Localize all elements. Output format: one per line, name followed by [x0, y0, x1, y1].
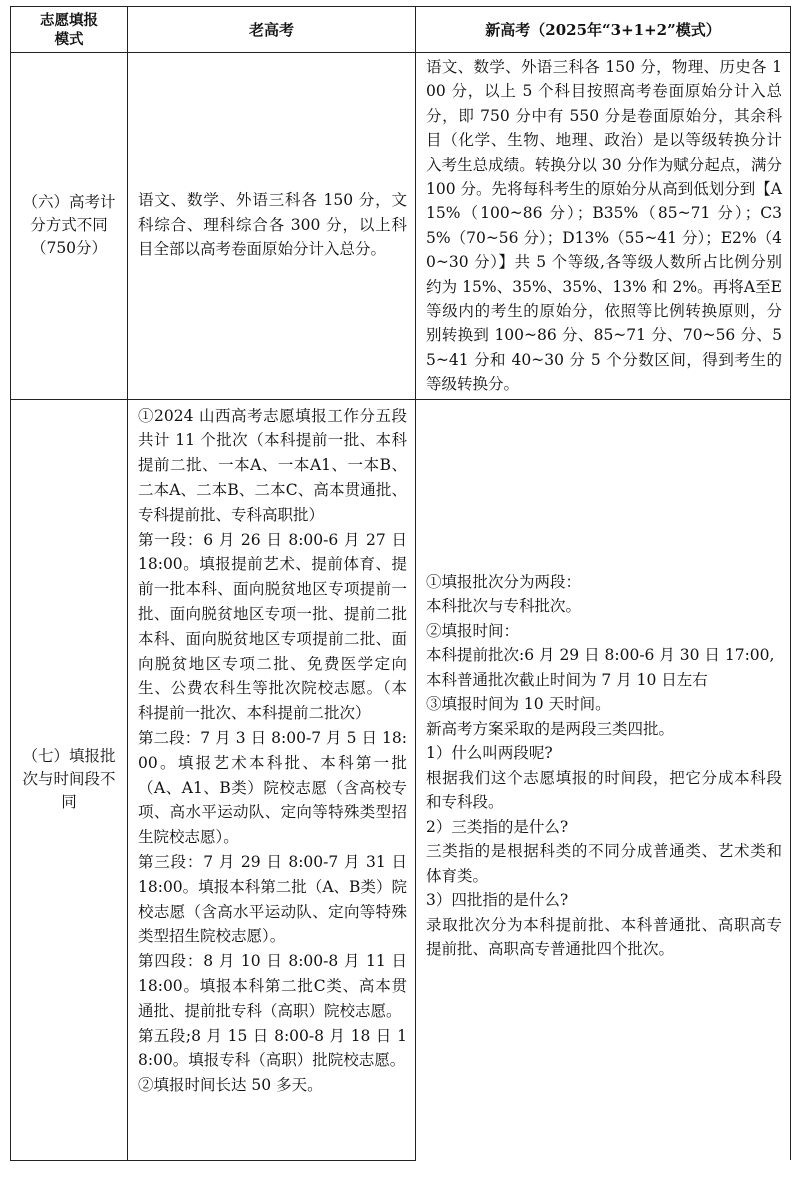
old-stage-2: 第二段：7 月 3 日 8:00-7 月 5 日 18:00。填报艺术本科批、本科第一批（A、A1、B类）院校志愿（含高校专项、高水平运动队、定向等特殊类型招生院校志愿）。: [138, 729, 407, 847]
new-line: 2）三类指的是什么?: [426, 817, 569, 836]
old-stage-5: 第五段;8 月 15 日 8:00-8 月 18 日 18:00。填报专科（高职）批院校志愿。: [138, 1026, 407, 1070]
table-row-batches: [11, 399, 791, 1160]
row-label: （六）高考计分方式不同（750分）: [22, 193, 116, 258]
row-label: （七）填报批次与时间段不同: [22, 747, 116, 812]
comparison-table: [10, 6, 791, 1161]
header-mode: [11, 7, 128, 53]
row-label-cell: [11, 53, 128, 400]
old-gaokao-cell: [128, 399, 416, 1160]
header-new-gaokao: 新高考（2025年“3+1+2”模式）: [416, 7, 791, 53]
new-line: 录取批次分为本科提前批、本科普通批、高职高专提前批、高职高专普通批四个批次。: [426, 915, 782, 959]
old-gaokao-cell: [128, 53, 416, 400]
new-line: ③填报时间为 10 天时间。: [426, 695, 611, 714]
new-line: 三类指的是根据科类的不同分成普通类、艺术类和体育类。: [426, 842, 782, 885]
old-scoring-text: 语文、数学、外语三科各 150 分，文科综合、理科综合各 300 分，以上科目全部以高考卷面原始分计入总分。: [138, 190, 407, 259]
new-gaokao-cell: [416, 399, 791, 1160]
new-line: ②填报时间：: [426, 621, 520, 640]
old-stage-1: 第一段：6 月 26 日 8:00-6 月 27 日 18:00。填报提前艺术、提前体育、提前一批本科、面向脱贫地区专项提前一批、面向脱贫地区专项一批、提前二批本科、面向脱贫地区专项提前二批、面向脱贫地区专项二批、免费医学定向生、公费农科生等批次院校志愿。（本科提前一批次、本科提前二批次）: [138, 530, 407, 723]
new-scoring-text: 语文、数学、外语三科各 150 分，物理、历史各 100 分，以上 5 个科目按照高考卷面原始分计入总分，即 750 分中有 550 分是卷面原始分，其余科目（化学、生物、地理、政治）是以等级转换分计入考生总成绩。转换分以 30 分作为赋分起点，满分 100 分。先将每科考生的原始分从高到低划分到【A15%（100~86 分）；B35%（85~71 分）；C35%（70~56 分）；D13%（55~41 分）；E2%（40~30 分）】共 5 个等级,各等级人数所占比例分别约为 15%、35%、35%、13% 和 2%。再将A至E等级内的考生的原始分，依照等比例转换原则，分别转换到 100~86 分、85~71 分、70~56 分、55~41 分和 40~30 分 5 个分数区间，得到考生的等级转换分。: [426, 58, 782, 394]
header-row: [11, 7, 791, 53]
new-line: 新高考方案采取的是两段三类四批。: [426, 719, 675, 738]
new-line: 本科批次与专科批次。: [426, 597, 582, 616]
new-line: ①填报批次分为两段：: [426, 572, 582, 591]
old-batch-overview: ①2024 山西高考志愿填报工作分五段共计 11 个批次（本科提前一批、本科提前二批、一本A、一本A1、一本B、二本A、二本B、二本C、高本贯通批、专科提前批、专科高职批）: [138, 406, 407, 524]
new-gaokao-cell: [416, 53, 791, 400]
header-mode-label: 志愿填报模式: [40, 11, 98, 48]
new-line: 根据我们这个志愿填报的时间段，把它分成本科段和专科段。: [426, 768, 782, 812]
table-row-scoring: [11, 53, 791, 400]
old-stage-4: 第四段：8 月 10 日 8:00-8 月 11 日 18:00。填报本科第二批C类、高本贯通批、提前批专科（高职）院校志愿。: [138, 952, 407, 1020]
row-label-cell: [11, 399, 128, 1160]
old-stage-3: 第三段：7 月 29 日 8:00-7 月 31 日 18:00。填报本科第二批（A、B类）院校志愿（含高水平运动队、定向等特殊类型招生院校志愿）。: [138, 853, 407, 946]
new-line: 3）四批指的是什么?: [426, 891, 569, 910]
old-duration-note: ②填报时间长达 50 多天。: [138, 1076, 323, 1095]
header-old-gaokao: 老高考: [128, 7, 416, 53]
new-line: 1）什么叫两段呢?: [426, 744, 553, 763]
new-line: 本科提前批次:6 月 29 日 8:00-6 月 30 日 17:00,: [426, 646, 775, 665]
new-line: 本科普通批次截止时间为 7 月 10 日左右: [426, 670, 708, 689]
